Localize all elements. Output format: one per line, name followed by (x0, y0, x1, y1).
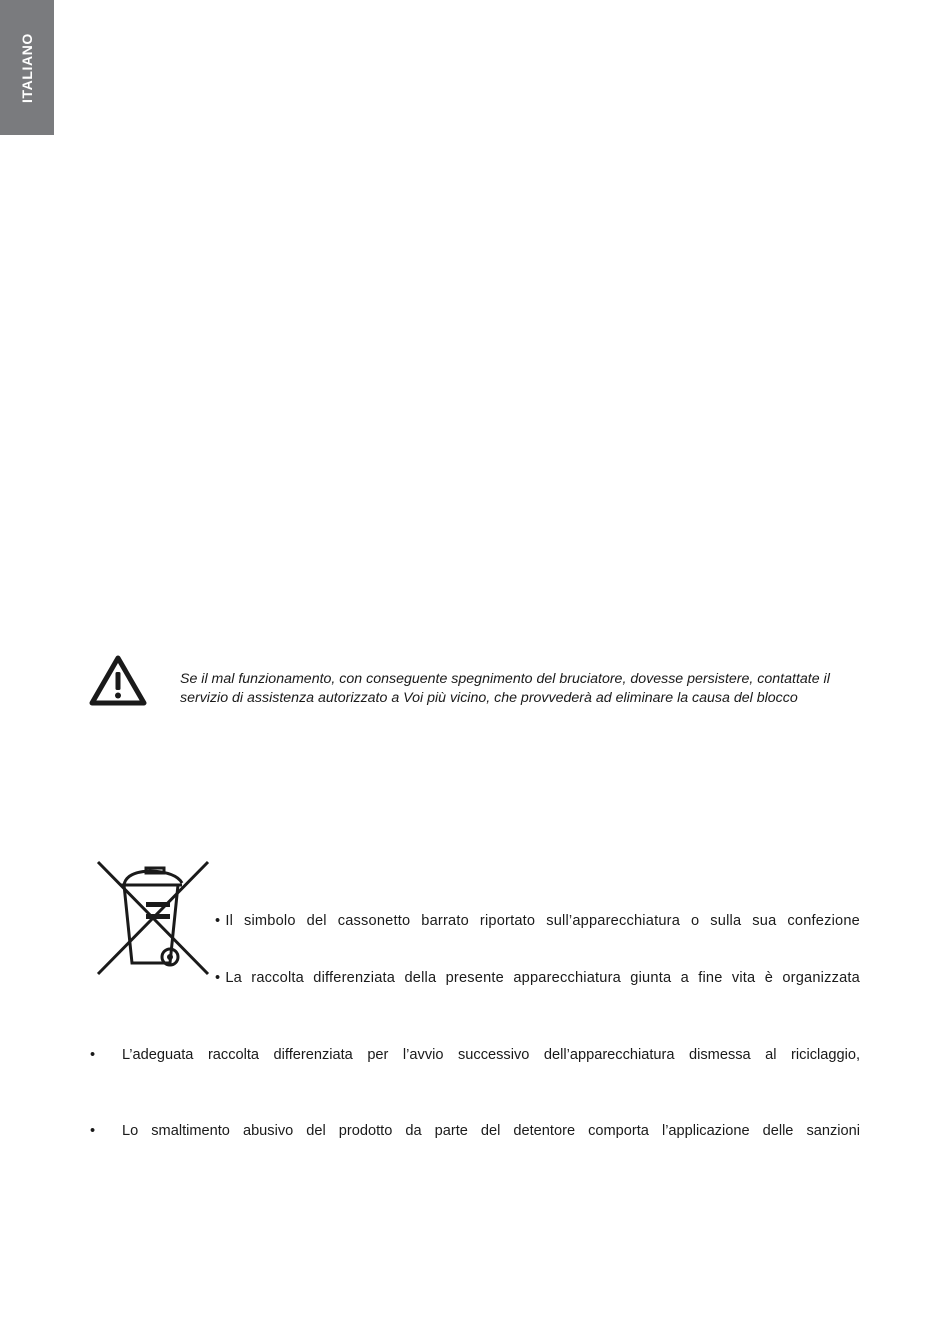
bullet-text: La raccolta differenziata della presente apparecchiatura giunta a fine vita è organizzata (225, 970, 860, 986)
disposal-inline-bullet-1 (215, 911, 860, 931)
bullet-text: Il simbolo del cassonetto barrato riportato sull’apparecchiatura o sulla sua confezione (225, 913, 860, 929)
warning-triangle-icon (89, 655, 147, 706)
language-tab-label: ITALIANO (19, 33, 35, 103)
language-tab (0, 0, 54, 135)
disposal-inline-bullet-2 (215, 968, 860, 988)
bullet-text: Lo smaltimento abusivo del prodotto da parte del detentore comporta l’applicazione delle sanzioni (122, 1123, 860, 1139)
bullet-marker: • (215, 970, 221, 986)
bullet-marker: • (90, 1047, 96, 1063)
crossed-out-wheeled-bin-icon (94, 859, 212, 977)
warning-message: Se il mal funzionamento, con conseguente spegnimento del bruciatore, dovesse persistere, contattate il servizio di assistenza autorizzato a Voi più vicino, che provvederà ad eliminare la causa del blocco (180, 671, 830, 706)
bullet-text: L’adeguata raccolta differenziata per l’avvio successivo dell’apparecchiatura dismessa al riciclaggio, (122, 1047, 860, 1063)
bullet-marker: • (215, 913, 221, 929)
bullet-marker: • (90, 1123, 96, 1139)
